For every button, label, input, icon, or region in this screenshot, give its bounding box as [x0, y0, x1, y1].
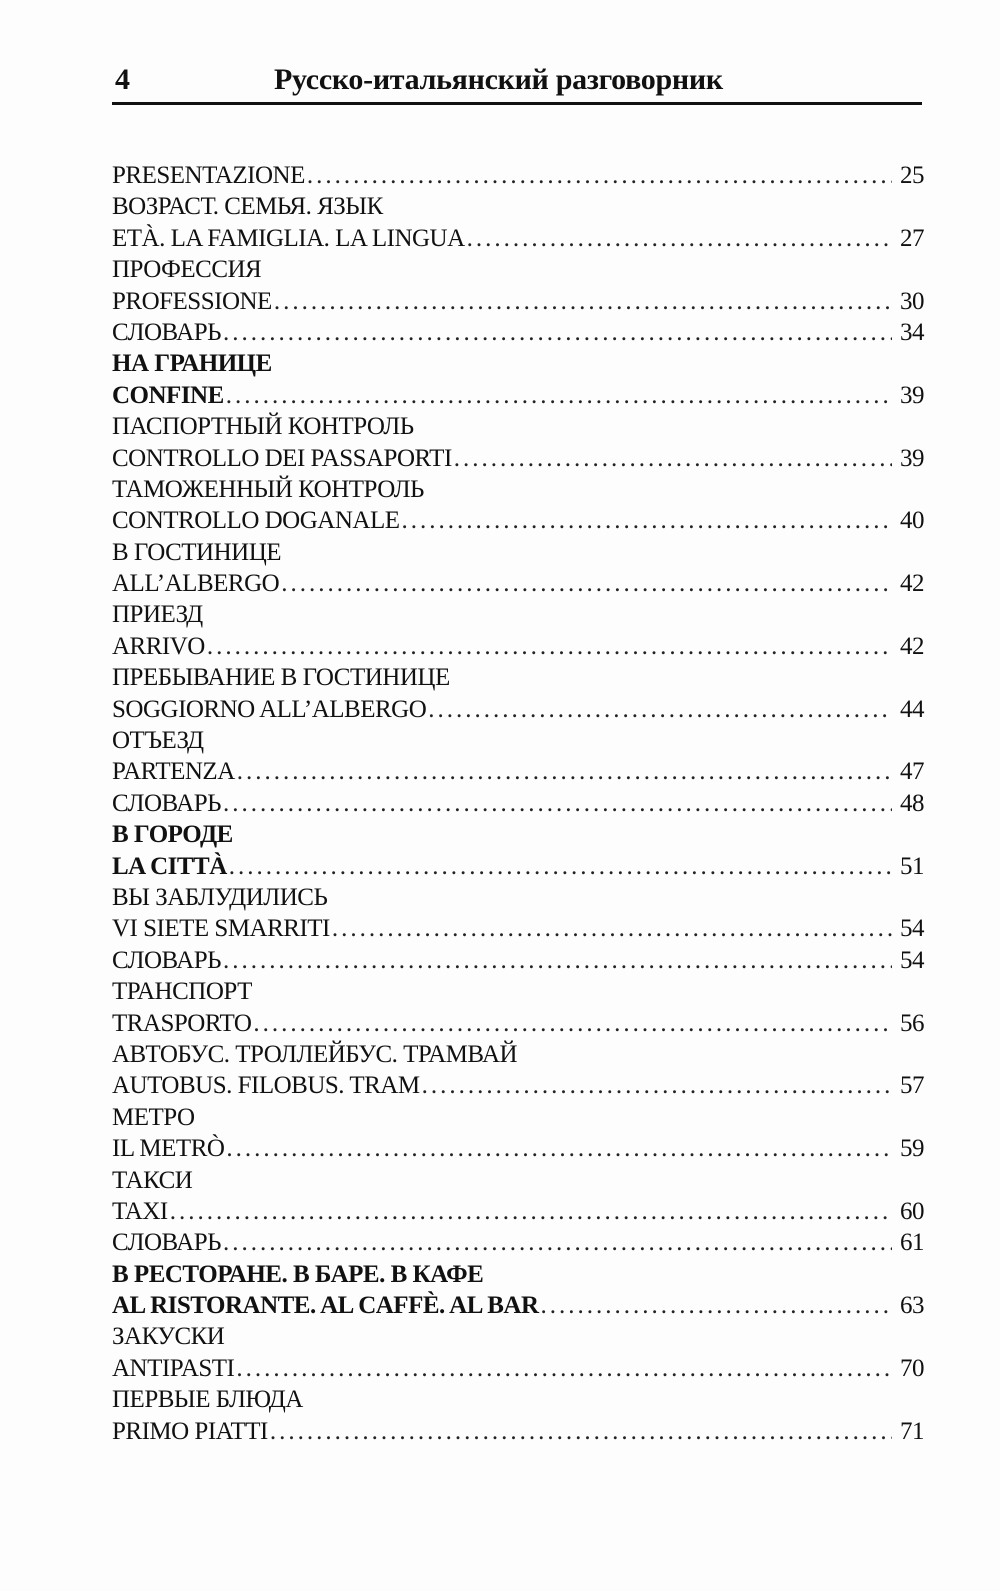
toc-entry [112, 819, 924, 850]
toc-entry-title: VI SIETE SMARRITI [112, 915, 330, 943]
toc-entry-title: AL RISTORANTE. AL CAFFÈ. AL BAR [112, 1292, 539, 1320]
toc-entry [112, 599, 924, 630]
toc-entry [112, 160, 924, 191]
toc-entry [112, 1384, 924, 1415]
toc-entry [112, 474, 924, 505]
toc-entry-title: ЗАКУСКИ [112, 1323, 225, 1351]
toc-dot-leader [226, 380, 892, 411]
toc-entry [112, 568, 924, 599]
toc-entry-title: PRESENTAZIONE [112, 162, 305, 189]
book-title: Русско-итальянский разговорник [274, 63, 723, 96]
toc-entry-page-number: 61 [900, 1229, 924, 1257]
toc-dot-leader [237, 756, 892, 787]
toc-entry-page-number: 34 [900, 318, 924, 346]
toc-entry [112, 1039, 924, 1070]
toc-dot-leader [307, 160, 892, 191]
toc-entry-title: АВТОБУС. ТРОЛЛЕЙБУС. ТРАМВАЙ [112, 1040, 518, 1068]
toc-entry-title: PRIMO PIATTI [112, 1417, 268, 1445]
toc-dot-leader [223, 317, 892, 348]
toc-dot-leader [270, 1416, 892, 1447]
toc-entry [112, 1290, 924, 1321]
toc-entry-page-number: 54 [900, 915, 924, 943]
toc-entry-page-number: 39 [900, 444, 924, 472]
toc-entry-page-number: 56 [900, 1009, 924, 1037]
toc-entry [112, 1133, 924, 1164]
toc-entry-title: СЛОВАРЬ [112, 789, 221, 817]
toc-entry-title: В ГОСТИНИЦЕ [112, 538, 282, 566]
toc-entry-title: LA CITTÀ [112, 852, 227, 880]
toc-entry-page-number: 57 [900, 1072, 924, 1100]
toc-entry-title: TRASPORTO [112, 1009, 252, 1037]
toc-entry-title: МЕТРО [112, 1103, 195, 1131]
toc-dot-leader [332, 913, 892, 944]
toc-entry [112, 505, 924, 536]
toc-entry [112, 694, 924, 725]
toc-dot-leader [428, 694, 892, 725]
toc-dot-leader [422, 1070, 892, 1101]
toc-entry-title: ТАМОЖЕННЫЙ КОНТРОЛЬ [112, 475, 424, 503]
toc-entry [112, 1227, 924, 1258]
toc-entry-title: СЛОВАРЬ [112, 1229, 221, 1257]
toc-entry [112, 443, 924, 474]
toc-entry [112, 254, 924, 285]
toc-entry-title: ВОЗРАСТ. СЕМЬЯ. ЯЗЫК [112, 193, 383, 221]
toc-dot-leader [229, 851, 892, 882]
toc-entry-title: CONFINE [112, 381, 224, 409]
toc-dot-leader [541, 1290, 892, 1321]
toc-entry-title: ВЫ ЗАБЛУДИЛИСЬ [112, 883, 328, 911]
toc-entry-title: В РЕСТОРАНЕ. В БАРЕ. В КАФЕ [112, 1260, 484, 1288]
toc-dot-leader [274, 286, 892, 317]
table-of-contents [112, 160, 924, 1447]
toc-entry-title: ALL’ALBERGO [112, 570, 280, 598]
toc-entry-page-number: 51 [900, 852, 924, 880]
toc-entry-title: ТРАНСПОРТ [112, 978, 252, 1006]
toc-entry-page-number: 30 [900, 287, 924, 315]
toc-entry [112, 380, 924, 411]
toc-entry-title: НА ГРАНИЦЕ [112, 350, 272, 378]
page-number: 4 [115, 63, 130, 96]
toc-dot-leader [253, 1008, 892, 1039]
toc-dot-leader [223, 788, 892, 819]
toc-entry [112, 1416, 924, 1447]
toc-entry [112, 1165, 924, 1196]
toc-entry-title: PROFESSIONE [112, 287, 272, 315]
toc-entry-title: IL METRÒ [112, 1135, 225, 1163]
toc-entry [112, 662, 924, 693]
toc-entry-page-number: 54 [900, 946, 924, 974]
toc-entry-title: ARRIVO [112, 632, 205, 660]
toc-entry [112, 1259, 924, 1290]
toc-entry [112, 348, 924, 379]
toc-entry-title: ОТЪЕЗД [112, 727, 204, 755]
toc-dot-leader [236, 1353, 892, 1384]
toc-entry-title: TAXI [112, 1197, 168, 1225]
toc-entry [112, 1353, 924, 1384]
toc-entry [112, 1196, 924, 1227]
toc-dot-leader [281, 568, 892, 599]
toc-entry-page-number: 39 [900, 381, 924, 409]
toc-entry-title: CONTROLLO DOGANALE [112, 507, 400, 535]
toc-entry [112, 317, 924, 348]
toc-dot-leader [467, 223, 892, 254]
toc-entry-title: ANTIPASTI [112, 1354, 235, 1382]
toc-entry-page-number: 60 [900, 1197, 924, 1225]
toc-entry-title: ПАСПОРТНЫЙ КОНТРОЛЬ [112, 413, 414, 441]
toc-entry-page-number: 40 [900, 507, 924, 535]
toc-entry-page-number: 44 [900, 695, 924, 723]
toc-dot-leader [402, 505, 893, 536]
toc-entry [112, 223, 924, 254]
toc-entry-title: В ГОРОДЕ [112, 821, 233, 849]
toc-entry-title: AUTOBUS. FILOBUS. TRAM [112, 1072, 420, 1100]
toc-entry [112, 913, 924, 944]
toc-entry-page-number: 59 [900, 1135, 924, 1163]
toc-entry-page-number: 42 [900, 632, 924, 660]
toc-entry [112, 1321, 924, 1352]
toc-entry-title: СЛОВАРЬ [112, 318, 221, 346]
toc-dot-leader [207, 631, 892, 662]
toc-dot-leader [226, 1133, 892, 1164]
toc-entry-title: SOGGIORNO ALL’ALBERGO [112, 695, 427, 723]
toc-entry [112, 945, 924, 976]
toc-entry [112, 411, 924, 442]
toc-entry-page-number: 27 [900, 224, 924, 252]
toc-entry-page-number: 42 [900, 570, 924, 598]
toc-entry [112, 851, 924, 882]
toc-entry-page-number: 63 [900, 1292, 924, 1320]
toc-entry [112, 976, 924, 1007]
toc-entry [112, 788, 924, 819]
toc-dot-leader [223, 1227, 892, 1258]
toc-entry [112, 537, 924, 568]
toc-entry [112, 725, 924, 756]
toc-entry [112, 286, 924, 317]
toc-entry [112, 1070, 924, 1101]
toc-dot-leader [454, 443, 892, 474]
toc-entry-page-number: 70 [900, 1354, 924, 1382]
toc-entry-page-number: 47 [900, 758, 924, 786]
toc-entry [112, 756, 924, 787]
toc-entry [112, 1008, 924, 1039]
toc-dot-leader [223, 945, 892, 976]
toc-entry-page-number: 48 [900, 789, 924, 817]
toc-entry-title: ПРЕБЫВАНИЕ В ГОСТИНИЦЕ [112, 664, 450, 692]
toc-entry [112, 191, 924, 222]
toc-entry-page-number: 71 [900, 1417, 924, 1445]
toc-entry-page-number: 25 [900, 162, 924, 189]
toc-entry-title: СЛОВАРЬ [112, 946, 221, 974]
toc-entry-title: ТАКСИ [112, 1166, 193, 1194]
toc-entry-title: PARTENZA [112, 758, 235, 786]
toc-entry [112, 882, 924, 913]
toc-dot-leader [170, 1196, 892, 1227]
toc-entry-title: ETÀ. LA FAMIGLIA. LA LINGUA [112, 224, 465, 252]
toc-entry-title: ПРИЕЗД [112, 601, 203, 629]
toc-entry [112, 631, 924, 662]
toc-entry-title: CONTROLLO DEI PASSAPORTI [112, 444, 452, 472]
page-header [112, 62, 922, 105]
toc-entry-title: ПРОФЕССИЯ [112, 256, 262, 284]
toc-entry-title: ПЕРВЫЕ БЛЮДА [112, 1386, 303, 1414]
toc-entry [112, 1102, 924, 1133]
